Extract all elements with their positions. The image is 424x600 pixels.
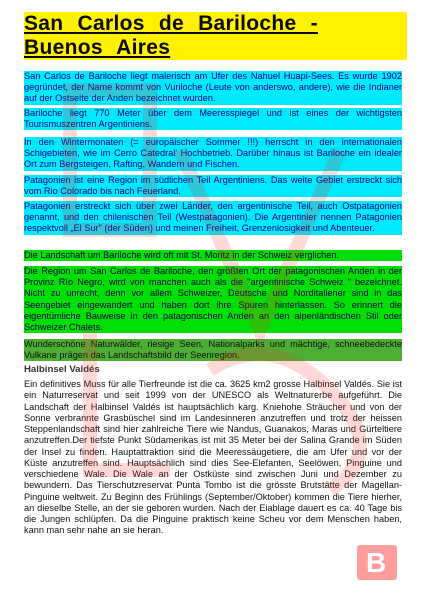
paragraph-winter: In den Wintermonaten (= europäischer Sommer !!!) herrscht in den internationalen Schigebieten, wie im Cerro Catedral' Hochbetrieb. Darüber hinaus ist Bariloche ein idealer Ort zum Bergsteigen, Rafting, Wandern und Fischen. xyxy=(24,137,402,170)
paragraph-st-moritz: Die Landschaft um Bariloche wird oft mit St. Moritz in der Schweiz verglichen. xyxy=(24,250,402,261)
page-title: San Carlos de Bariloche - Buenos Aires xyxy=(24,12,407,60)
paragraph-patagonia: Patagonien ist eine Region im südlichen Teil Argentiniens. Das weite Gebiet erstreckt sich vom Rio Colorado bis nach Feuerland. xyxy=(24,175,402,197)
paragraph-swiss: Die Region um San Carlos de Bariloche, den größten Ort der patagonischen Anden in der Provinz Río Negro, wird von manchen auch als die "argentinische Schweiz " bezeichnet. Nicht zu unrecht, denn vor allem Schweizer, Deutsche und Norditaliener sind in das Seengebiet eingewandert und haben dort ihre Spuren hinterlassen. So erinnert die eigentümliche Bauweise in den patagonischen Anden an den alpenländischen Stil oder Schweizer Chalets. xyxy=(24,266,402,333)
paragraph-two-countries: Patagonien erstreckt sich über zwei Länder, den argentinische Teil, auch Ostpatagonien genannt, und den chilenischen Teil (Westpatagonien). Die Argentinier nennen Patagonien respektvoll „El Sur" (der Süden) und meinen Freiheit, Grenzenlosigkeit und Abenteuer. xyxy=(24,201,402,234)
section-heading-valdes: Halbinsel Valdés xyxy=(24,364,100,375)
paragraph-intro: San Carlos de Bariloche liegt malerisch am Ufer des Nahuel Huapi-Sees. Es wurde 1902 gegründet, der Name kommt von Vuriloche (Leute von anderswo, andere), wie die Indianer auf der Ostseite der Anden bezeichnet wurden. xyxy=(24,71,402,104)
paragraph-altitude: Bariloche liegt 770 Meter über dem Meeresspiegel und ist eines der wichtigsten Tourismuszentren Argentiniens. xyxy=(24,108,402,130)
publisher-logo-icon xyxy=(357,545,397,580)
logo-letter: B xyxy=(366,547,387,578)
paragraph-landscape: Wunderschöne Naturwälder, riesige Seen, Nationalparks und mächtige, schneebedeckte Vulkane prägen das Landschaftsbild der Seenregion. xyxy=(24,339,402,361)
paragraph-valdes: Ein definitives Muss für alle Tierfreunde ist die ca. 3625 km2 grosse Halbinsel Valdés. Sie ist ein Naturreservat und seit 1999 von der UNESCO als Weltnaturerbe aufgeführt. Die Landschaft der Halbinsel Valdés ist hauptsächlich karg. Kniehohe Sträucher und von der Sonne verbrannte Grasbüschel sind im Landesinneren anzutreffen und trotz der heissen Steppenlandschaft sind hier zahlreiche Tiere wie Nandus, Guanakos, Maras und Gürteltiere anzutreffen.Der tiefste Punkt Südamerikas ist mit 35 Meter bei der Salina Grande im Süden der Insel zu finden. Hauptattraktion sind die Meeressäugetiere, die am Ufer und vor der Küste anzutreffen sind. Hauptsächlich sind dies See-Elefanten, Seelöwen, Pinguine und verschiedene Wale. Die Wale an der Ostküste sind zwischen Juni und Dezember zu bewundern. Das Tierschutzreservat Punta Tombo ist die grösste Brutstätte der Magellan-Pinguine weltweit. Zu Beginn des Frühlings (September/Oktober) kommen die Tiere hierher, an dieselbe Stelle, an der sie geboren wurden. Nach der Eiablage dauert es ca. 40 Tage bis die Jungen schlüpfen. Da die Pinguine praktisch keine Scheu vor dem Menschen haben, kann man sehr nahe an sie heran. xyxy=(24,379,402,536)
